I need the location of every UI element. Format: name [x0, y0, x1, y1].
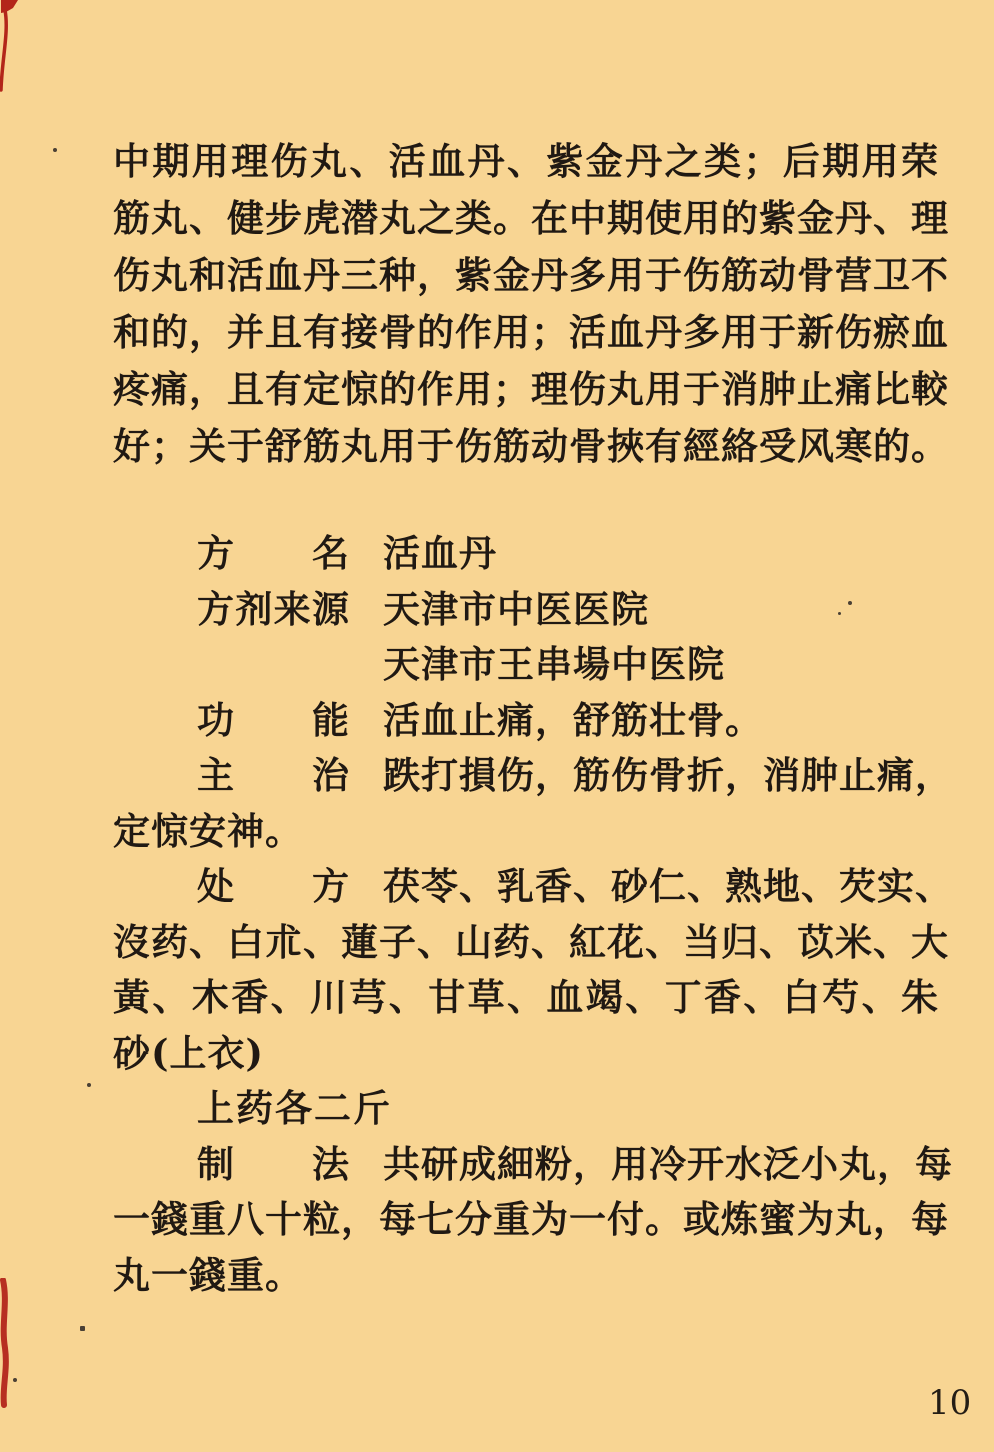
field-row-prescription [113, 859, 953, 915]
field-row-formula-source [113, 582, 939, 638]
field-value: 天津市王串場中医院 [383, 642, 725, 686]
scan-speckle [53, 148, 57, 152]
intro-line: 和的，并且有接骨的作用；活血丹多用于新伤瘀血 [113, 310, 949, 354]
intro-line: 中期用理伤丸、活血丹、紫金丹之类；后期用荣 [113, 139, 939, 183]
continuation-line: 定惊安神。 [113, 808, 303, 853]
field-label [197, 637, 349, 693]
field-row-function [113, 693, 939, 749]
continuation-line: 砂(上衣) [113, 1030, 265, 1075]
field-label: 制法 [197, 1142, 349, 1186]
field-row-formula-name [113, 526, 939, 582]
red-ink-mark-bottom [0, 1278, 20, 1408]
field-value: 天津市中医医院 [383, 586, 649, 631]
field-value: 活血丹 [383, 531, 497, 575]
field-row-indications [113, 748, 953, 804]
field-row-formula-source-2 [113, 637, 939, 693]
field-label: 处方 [197, 865, 349, 908]
intro-line: 好；关于舒筋丸用于伤筋动骨挾有經絡受风寒的。 [113, 424, 949, 468]
scan-speckle [80, 1326, 85, 1331]
intro-line: 筋丸、健步虎潜丸之类。在中期使用的紫金丹、理 [113, 196, 949, 240]
field-label: 主治 [197, 754, 349, 797]
field-label: 功能 [197, 698, 349, 742]
field-value: 共研成細粉，用冷开水泛小丸，每 [383, 1141, 953, 1186]
page-number: 10 [928, 1383, 972, 1423]
scan-speckle [13, 1378, 17, 1382]
intro-line: 疼痛，且有定惊的作用；理伤丸用于消肿止痛比較 [113, 367, 949, 411]
intro-line: 伤丸和活血丹三种，紫金丹多用于伤筋动骨营卫不 [113, 253, 949, 297]
continuation-line: 丸一錢重。 [113, 1252, 303, 1297]
continuation-line: 沒药、白朮、蓮子、山药、紅花、当归、苡米、大 [113, 919, 949, 964]
red-ink-mark-top [0, 0, 44, 110]
field-value: 茯苓、乳香、砂仁、熟地、芡实、 [383, 864, 953, 908]
dosage-note-line: 上药各二斤 [197, 1086, 392, 1130]
formula-record [113, 526, 953, 1303]
field-value: 跌打損伤，筋伤骨折，消肿止痛， [383, 753, 953, 797]
field-row-preparation [113, 1137, 953, 1193]
field-label: 方剂来源 [197, 587, 349, 631]
continuation-line: 一錢重八十粒，每七分重为一付。或炼蜜为丸，每 [113, 1197, 949, 1241]
intro-paragraph [113, 133, 949, 475]
field-label: 方名 [197, 532, 349, 575]
continuation-line: 黃、木香、川芎、甘草、血竭、丁香、白芍、朱 [113, 975, 939, 1019]
scan-speckle [87, 1083, 91, 1087]
field-value: 活血止痛，舒筋壮骨。 [383, 697, 763, 742]
